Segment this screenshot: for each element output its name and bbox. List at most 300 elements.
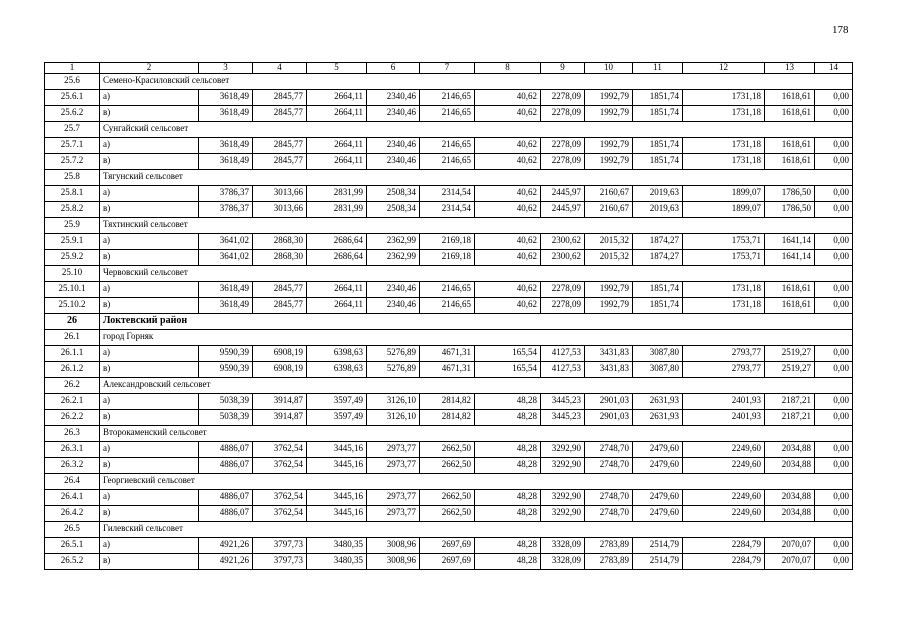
value-cell: 3762,54 xyxy=(253,506,307,522)
value-cell: 1641,14 xyxy=(765,250,815,266)
row-label: в) xyxy=(100,298,199,314)
value-cell: 1786,50 xyxy=(765,202,815,218)
value-cell: 1992,79 xyxy=(585,282,633,298)
row-code: 25.9.2 xyxy=(45,250,100,266)
value-cell: 3618,49 xyxy=(199,106,253,122)
section-row xyxy=(45,266,853,282)
value-cell: 9590,39 xyxy=(199,346,253,362)
value-cell: 2169,18 xyxy=(420,234,475,250)
row-label: а) xyxy=(100,346,199,362)
value-cell: 2845,77 xyxy=(253,106,307,122)
value-cell: 3618,49 xyxy=(199,90,253,106)
row-code: 25.7.2 xyxy=(45,154,100,170)
value-cell: 3008,96 xyxy=(367,554,420,570)
value-cell: 3445,16 xyxy=(307,506,367,522)
value-cell: 1851,74 xyxy=(633,90,683,106)
value-cell: 3328,09 xyxy=(541,554,585,570)
table-row xyxy=(45,394,853,410)
row-label: в) xyxy=(100,506,199,522)
value-cell: 6398,63 xyxy=(307,362,367,378)
value-cell: 2146,65 xyxy=(420,154,475,170)
section-title: город Горняк xyxy=(100,330,853,346)
value-cell: 3914,87 xyxy=(253,394,307,410)
value-cell: 2249,60 xyxy=(683,442,765,458)
value-cell: 2070,07 xyxy=(765,538,815,554)
row-code: 26.5.1 xyxy=(45,538,100,554)
section-row xyxy=(45,170,853,186)
value-cell: 3480,35 xyxy=(307,538,367,554)
section-title: Локтевский район xyxy=(100,314,853,330)
row-label: а) xyxy=(100,138,199,154)
value-cell: 165,54 xyxy=(475,346,541,362)
value-cell: 48,28 xyxy=(475,410,541,426)
value-cell: 2664,11 xyxy=(307,298,367,314)
value-cell: 3797,73 xyxy=(253,554,307,570)
value-cell: 3292,90 xyxy=(541,442,585,458)
value-cell: 1899,07 xyxy=(683,202,765,218)
value-cell: 3445,23 xyxy=(541,394,585,410)
value-cell: 0,00 xyxy=(815,458,853,474)
value-cell: 2278,09 xyxy=(541,154,585,170)
table-row xyxy=(45,538,853,554)
value-cell: 2015,32 xyxy=(585,234,633,250)
value-cell: 1851,74 xyxy=(633,106,683,122)
section-title: Тяхтинский сельсовет xyxy=(100,218,853,234)
value-cell: 1731,18 xyxy=(683,282,765,298)
value-cell: 3013,66 xyxy=(253,202,307,218)
value-cell: 3597,49 xyxy=(307,394,367,410)
table-row xyxy=(45,202,853,218)
value-cell: 2146,65 xyxy=(420,138,475,154)
column-number-header: 7 xyxy=(420,63,475,74)
column-number-header: 10 xyxy=(585,63,633,74)
value-cell: 2793,77 xyxy=(683,346,765,362)
value-cell: 2697,69 xyxy=(420,538,475,554)
section-row xyxy=(45,378,853,394)
value-cell: 1874,27 xyxy=(633,250,683,266)
value-cell: 3328,09 xyxy=(541,538,585,554)
row-label: а) xyxy=(100,442,199,458)
value-cell: 4671,31 xyxy=(420,362,475,378)
value-cell: 3292,90 xyxy=(541,458,585,474)
section-row xyxy=(45,218,853,234)
value-cell: 2160,67 xyxy=(585,202,633,218)
value-cell: 48,28 xyxy=(475,538,541,554)
row-code: 25.6 xyxy=(45,74,100,90)
row-code: 26.1.1 xyxy=(45,346,100,362)
row-code: 26 xyxy=(45,314,100,330)
value-cell: 3786,37 xyxy=(199,186,253,202)
value-cell: 2362,99 xyxy=(367,234,420,250)
value-cell: 2514,79 xyxy=(633,554,683,570)
table-body xyxy=(45,63,853,570)
value-cell: 0,00 xyxy=(815,394,853,410)
value-cell: 2034,88 xyxy=(765,506,815,522)
value-cell: 2845,77 xyxy=(253,154,307,170)
value-cell: 2664,11 xyxy=(307,90,367,106)
column-number-header: 8 xyxy=(475,63,541,74)
value-cell: 2814,82 xyxy=(420,410,475,426)
value-cell: 3126,10 xyxy=(367,394,420,410)
value-cell: 4921,26 xyxy=(199,538,253,554)
value-cell: 2401,93 xyxy=(683,410,765,426)
row-label: в) xyxy=(100,362,199,378)
value-cell: 2519,27 xyxy=(765,362,815,378)
value-cell: 5038,39 xyxy=(199,394,253,410)
value-cell: 3618,49 xyxy=(199,282,253,298)
value-cell: 1851,74 xyxy=(633,154,683,170)
value-cell: 2845,77 xyxy=(253,138,307,154)
table-row xyxy=(45,282,853,298)
value-cell: 0,00 xyxy=(815,346,853,362)
value-cell: 2868,30 xyxy=(253,234,307,250)
table-row xyxy=(45,154,853,170)
value-cell: 2508,34 xyxy=(367,202,420,218)
value-cell: 2278,09 xyxy=(541,90,585,106)
value-cell: 0,00 xyxy=(815,410,853,426)
value-cell: 0,00 xyxy=(815,90,853,106)
row-label: а) xyxy=(100,538,199,554)
section-title: Тягунский сельсовет xyxy=(100,170,853,186)
column-number-header: 5 xyxy=(307,63,367,74)
row-code: 26.3 xyxy=(45,426,100,442)
value-cell: 2278,09 xyxy=(541,106,585,122)
row-code: 26.1 xyxy=(45,330,100,346)
value-cell: 3008,96 xyxy=(367,538,420,554)
value-cell: 2973,77 xyxy=(367,458,420,474)
value-cell: 1851,74 xyxy=(633,138,683,154)
value-cell: 0,00 xyxy=(815,442,853,458)
value-cell: 3480,35 xyxy=(307,554,367,570)
value-cell: 2146,65 xyxy=(420,298,475,314)
value-cell: 40,62 xyxy=(475,202,541,218)
value-cell: 40,62 xyxy=(475,154,541,170)
value-cell: 2401,93 xyxy=(683,394,765,410)
value-cell: 3762,54 xyxy=(253,490,307,506)
section-title: Сунгайский сельсовет xyxy=(100,122,853,138)
value-cell: 2340,46 xyxy=(367,90,420,106)
table-row xyxy=(45,554,853,570)
column-number-header: 11 xyxy=(633,63,683,74)
value-cell: 2146,65 xyxy=(420,282,475,298)
value-cell: 2845,77 xyxy=(253,282,307,298)
value-cell: 1992,79 xyxy=(585,90,633,106)
value-cell: 2831,99 xyxy=(307,186,367,202)
row-code: 25.7.1 xyxy=(45,138,100,154)
row-code: 26.2 xyxy=(45,378,100,394)
table-row xyxy=(45,458,853,474)
value-cell: 48,28 xyxy=(475,554,541,570)
value-cell: 2314,54 xyxy=(420,186,475,202)
value-cell: 4921,26 xyxy=(199,554,253,570)
column-number-row xyxy=(45,63,853,74)
value-cell: 48,28 xyxy=(475,442,541,458)
table-row xyxy=(45,506,853,522)
value-cell: 3618,49 xyxy=(199,138,253,154)
value-cell: 2284,79 xyxy=(683,554,765,570)
value-cell: 1618,61 xyxy=(765,138,815,154)
value-cell: 2748,70 xyxy=(585,490,633,506)
row-code: 26.4.1 xyxy=(45,490,100,506)
value-cell: 40,62 xyxy=(475,106,541,122)
value-cell: 2662,50 xyxy=(420,506,475,522)
page-number: 178 xyxy=(832,24,849,36)
value-cell: 2664,11 xyxy=(307,282,367,298)
value-cell: 0,00 xyxy=(815,154,853,170)
value-cell: 2697,69 xyxy=(420,554,475,570)
value-cell: 2445,97 xyxy=(541,202,585,218)
table-row xyxy=(45,234,853,250)
value-cell: 3618,49 xyxy=(199,154,253,170)
value-cell: 3445,16 xyxy=(307,442,367,458)
value-cell: 2831,99 xyxy=(307,202,367,218)
value-cell: 1731,18 xyxy=(683,138,765,154)
value-cell: 4886,07 xyxy=(199,506,253,522)
value-cell: 2662,50 xyxy=(420,442,475,458)
value-cell: 2340,46 xyxy=(367,282,420,298)
value-cell: 2664,11 xyxy=(307,106,367,122)
row-label: а) xyxy=(100,282,199,298)
value-cell: 1618,61 xyxy=(765,154,815,170)
value-cell: 2973,77 xyxy=(367,506,420,522)
value-cell: 2278,09 xyxy=(541,138,585,154)
row-label: а) xyxy=(100,490,199,506)
row-code: 26.2.1 xyxy=(45,394,100,410)
column-number-header: 14 xyxy=(815,63,853,74)
value-cell: 1786,50 xyxy=(765,186,815,202)
value-cell: 2748,70 xyxy=(585,506,633,522)
value-cell: 0,00 xyxy=(815,506,853,522)
value-cell: 3445,23 xyxy=(541,410,585,426)
value-cell: 2748,70 xyxy=(585,442,633,458)
value-cell: 2278,09 xyxy=(541,282,585,298)
section-row xyxy=(45,522,853,538)
value-cell: 48,28 xyxy=(475,506,541,522)
row-label: в) xyxy=(100,154,199,170)
value-cell: 2514,79 xyxy=(633,538,683,554)
section-row xyxy=(45,474,853,490)
value-cell: 40,62 xyxy=(475,234,541,250)
value-cell: 48,28 xyxy=(475,490,541,506)
row-code: 26.3.1 xyxy=(45,442,100,458)
value-cell: 2973,77 xyxy=(367,442,420,458)
value-cell: 2631,93 xyxy=(633,410,683,426)
value-cell: 40,62 xyxy=(475,250,541,266)
value-cell: 2187,21 xyxy=(765,410,815,426)
table-row xyxy=(45,346,853,362)
value-cell: 2445,97 xyxy=(541,186,585,202)
value-cell: 3618,49 xyxy=(199,298,253,314)
value-cell: 0,00 xyxy=(815,138,853,154)
row-label: а) xyxy=(100,90,199,106)
value-cell: 2340,46 xyxy=(367,154,420,170)
row-code: 25.7 xyxy=(45,122,100,138)
value-cell: 1753,71 xyxy=(683,234,765,250)
value-cell: 2631,93 xyxy=(633,394,683,410)
section-row xyxy=(45,74,853,90)
value-cell: 1731,18 xyxy=(683,90,765,106)
table-row xyxy=(45,490,853,506)
table-row xyxy=(45,186,853,202)
table-row xyxy=(45,90,853,106)
value-cell: 2034,88 xyxy=(765,458,815,474)
value-cell: 2686,64 xyxy=(307,234,367,250)
value-cell: 1618,61 xyxy=(765,282,815,298)
value-cell: 2362,99 xyxy=(367,250,420,266)
value-cell: 4127,53 xyxy=(541,362,585,378)
value-cell: 1731,18 xyxy=(683,154,765,170)
value-cell: 5038,39 xyxy=(199,410,253,426)
value-cell: 3087,80 xyxy=(633,346,683,362)
section-title: Второкаменский сельсовет xyxy=(100,426,853,442)
section-row xyxy=(45,122,853,138)
row-label: в) xyxy=(100,410,199,426)
section-title: Гилевский сельсовет xyxy=(100,522,853,538)
row-label: а) xyxy=(100,186,199,202)
value-cell: 2019,63 xyxy=(633,202,683,218)
section-title: Семено-Красиловский сельсовет xyxy=(100,74,853,90)
value-cell: 3445,16 xyxy=(307,490,367,506)
value-cell: 2479,60 xyxy=(633,458,683,474)
row-code: 26.4.2 xyxy=(45,506,100,522)
value-cell: 5276,89 xyxy=(367,346,420,362)
value-cell: 2662,50 xyxy=(420,458,475,474)
value-cell: 1731,18 xyxy=(683,298,765,314)
column-number-header: 6 xyxy=(367,63,420,74)
value-cell: 2340,46 xyxy=(367,298,420,314)
row-code: 26.4 xyxy=(45,474,100,490)
column-number-header: 3 xyxy=(199,63,253,74)
value-cell: 1618,61 xyxy=(765,90,815,106)
value-cell: 1851,74 xyxy=(633,298,683,314)
value-cell: 2070,07 xyxy=(765,554,815,570)
value-cell: 1992,79 xyxy=(585,154,633,170)
value-cell: 2300,62 xyxy=(541,250,585,266)
value-cell: 40,62 xyxy=(475,282,541,298)
value-cell: 3797,73 xyxy=(253,538,307,554)
value-cell: 40,62 xyxy=(475,186,541,202)
column-number-header: 13 xyxy=(765,63,815,74)
table-row xyxy=(45,442,853,458)
value-cell: 3762,54 xyxy=(253,442,307,458)
row-label: в) xyxy=(100,106,199,122)
value-cell: 3292,90 xyxy=(541,490,585,506)
value-cell: 1618,61 xyxy=(765,298,815,314)
value-cell: 3126,10 xyxy=(367,410,420,426)
value-cell: 3013,66 xyxy=(253,186,307,202)
value-cell: 3914,87 xyxy=(253,410,307,426)
section-row xyxy=(45,314,853,330)
value-cell: 4886,07 xyxy=(199,490,253,506)
row-label: в) xyxy=(100,458,199,474)
value-cell: 4671,31 xyxy=(420,346,475,362)
value-cell: 1899,07 xyxy=(683,186,765,202)
value-cell: 1731,18 xyxy=(683,106,765,122)
column-number-header: 1 xyxy=(45,63,100,74)
value-cell: 6908,19 xyxy=(253,362,307,378)
value-cell: 2662,50 xyxy=(420,490,475,506)
value-cell: 2845,77 xyxy=(253,298,307,314)
row-code: 25.6.2 xyxy=(45,106,100,122)
tariff-table xyxy=(44,62,853,570)
value-cell: 2249,60 xyxy=(683,458,765,474)
row-code: 25.9.1 xyxy=(45,234,100,250)
row-code: 26.5.2 xyxy=(45,554,100,570)
value-cell: 1874,27 xyxy=(633,234,683,250)
value-cell: 3786,37 xyxy=(199,202,253,218)
row-label: в) xyxy=(100,554,199,570)
value-cell: 2845,77 xyxy=(253,90,307,106)
value-cell: 1851,74 xyxy=(633,282,683,298)
row-code: 25.10.2 xyxy=(45,298,100,314)
section-title: Георгиевский сельсовет xyxy=(100,474,853,490)
value-cell: 3431,83 xyxy=(585,362,633,378)
value-cell: 2300,62 xyxy=(541,234,585,250)
value-cell: 6908,19 xyxy=(253,346,307,362)
value-cell: 3762,54 xyxy=(253,458,307,474)
table-row xyxy=(45,250,853,266)
row-code: 25.9 xyxy=(45,218,100,234)
value-cell: 40,62 xyxy=(475,298,541,314)
value-cell: 2519,27 xyxy=(765,346,815,362)
value-cell: 2868,30 xyxy=(253,250,307,266)
table-row xyxy=(45,298,853,314)
value-cell: 2284,79 xyxy=(683,538,765,554)
value-cell: 2249,60 xyxy=(683,506,765,522)
row-code: 25.10 xyxy=(45,266,100,282)
row-label: в) xyxy=(100,250,199,266)
value-cell: 0,00 xyxy=(815,234,853,250)
value-cell: 2814,82 xyxy=(420,394,475,410)
row-code: 25.6.1 xyxy=(45,90,100,106)
value-cell: 2015,32 xyxy=(585,250,633,266)
section-row xyxy=(45,330,853,346)
value-cell: 3292,90 xyxy=(541,506,585,522)
value-cell: 4886,07 xyxy=(199,442,253,458)
value-cell: 2783,89 xyxy=(585,538,633,554)
row-code: 25.8 xyxy=(45,170,100,186)
value-cell: 3431,83 xyxy=(585,346,633,362)
table-row xyxy=(45,362,853,378)
value-cell: 2340,46 xyxy=(367,138,420,154)
value-cell: 48,28 xyxy=(475,458,541,474)
value-cell: 2169,18 xyxy=(420,250,475,266)
column-number-header: 9 xyxy=(541,63,585,74)
value-cell: 2146,65 xyxy=(420,106,475,122)
value-cell: 2793,77 xyxy=(683,362,765,378)
value-cell: 3641,02 xyxy=(199,234,253,250)
row-code: 25.10.1 xyxy=(45,282,100,298)
value-cell: 2278,09 xyxy=(541,298,585,314)
value-cell: 4127,53 xyxy=(541,346,585,362)
value-cell: 1618,61 xyxy=(765,106,815,122)
value-cell: 0,00 xyxy=(815,250,853,266)
table-row xyxy=(45,106,853,122)
row-code: 26.3.2 xyxy=(45,458,100,474)
row-label: а) xyxy=(100,394,199,410)
value-cell: 0,00 xyxy=(815,202,853,218)
value-cell: 3641,02 xyxy=(199,250,253,266)
value-cell: 1992,79 xyxy=(585,138,633,154)
value-cell: 2019,63 xyxy=(633,186,683,202)
value-cell: 0,00 xyxy=(815,186,853,202)
value-cell: 2664,11 xyxy=(307,138,367,154)
value-cell: 2783,89 xyxy=(585,554,633,570)
value-cell: 2249,60 xyxy=(683,490,765,506)
value-cell: 2340,46 xyxy=(367,106,420,122)
value-cell: 0,00 xyxy=(815,538,853,554)
value-cell: 40,62 xyxy=(475,138,541,154)
